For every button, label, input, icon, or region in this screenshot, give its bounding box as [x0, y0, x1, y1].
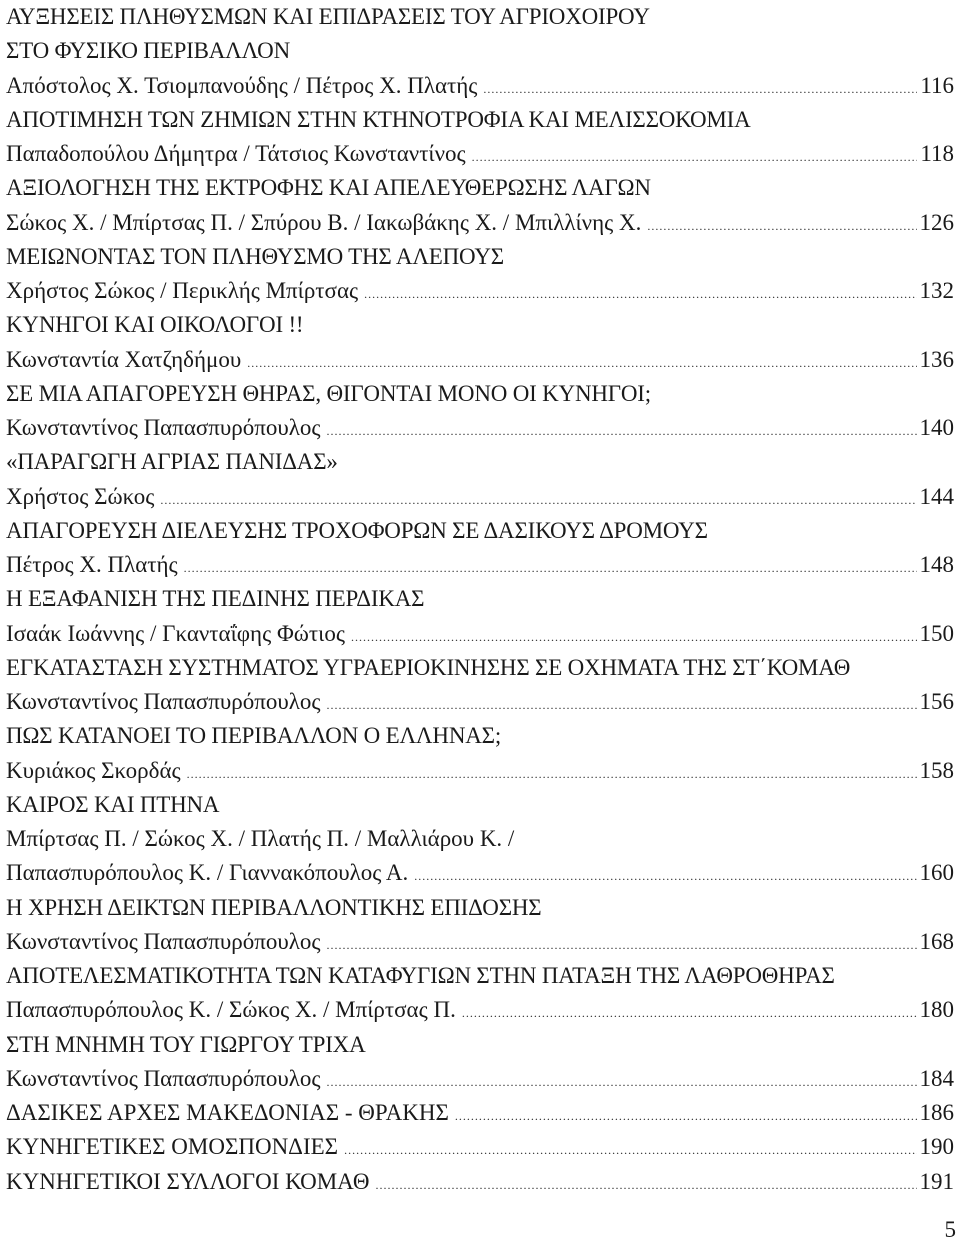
toc-entry — [6, 240, 954, 309]
entry-title: «ΠΑΡΑΓΩΓΗ ΑΓΡΙΑΣ ΠΑΝΙΔΑΣ» — [6, 449, 338, 475]
entry-title-line — [6, 0, 954, 34]
entry-author-line — [6, 925, 954, 959]
toc-entry — [6, 788, 954, 891]
entry-title: ΑΠΟΤΕΛΕΣΜΑΤΙΚΟΤΗΤΑ ΤΩΝ ΚΑΤΑΦΥΓΙΩΝ ΣΤΗΝ ΠΑΤΑΞΗ ΤΗΣ ΛΑΘΡΟΘΗΡΑΣ — [6, 963, 835, 988]
dot-leader — [327, 928, 917, 962]
entry-authors: Μπίρτσας Π. / Σώκος Χ. / Πλατής Π. / Μαλλιάρου Κ. / — [6, 826, 515, 851]
entry-author-line — [6, 993, 954, 1027]
entry-authors: Παπαδοπούλου Δήμητρα / Τάτσιος Κωνσταντίνος — [6, 141, 466, 166]
entry-authors: ΔΑΣΙΚΕΣ ΑΡΧΕΣ ΜΑΚΕΔΟΝΙΑΣ - ΘΡΑΚΗΣ — [6, 1100, 449, 1125]
entry-title-line — [6, 377, 954, 411]
entry-title: ΠΩΣ ΚΑΤΑΝΟΕΙ ΤΟ ΠΕΡΙΒΑΛΛΟΝ Ο ΕΛΛΗΝΑΣ; — [6, 723, 502, 749]
entry-page-number: 148 — [919, 552, 954, 577]
entry-title: ΣΤΗ ΜΝΗΜΗ ΤΟΥ ΓΙΩΡΓΟΥ ΤΡΙΧΑ — [6, 1031, 366, 1057]
entry-authors: Ισαάκ Ιωάννης / Γκανταΐφης Φώτιος — [6, 620, 345, 646]
entry-author-line — [6, 274, 954, 308]
entry-title-line — [6, 240, 954, 274]
dot-leader — [247, 346, 916, 380]
entry-author-line — [6, 685, 954, 719]
entry-page-number: 126 — [919, 209, 954, 235]
entry-title-line — [6, 103, 954, 137]
dot-leader — [472, 140, 918, 174]
entry-page-number: 156 — [919, 689, 954, 714]
toc-entry — [6, 0, 954, 103]
entry-author-line — [6, 137, 954, 171]
entry-title: Η ΕΞΑΦΑΝΙΣΗ ΤΗΣ ΠΕΔΙΝΗΣ ΠΕΡΔΙΚΑΣ — [6, 586, 425, 612]
toc-entry — [6, 1096, 954, 1130]
entry-title-line — [6, 582, 954, 616]
entry-title-line — [6, 514, 954, 548]
dot-leader — [160, 483, 916, 517]
entry-page-number: 118 — [920, 141, 954, 166]
entry-title: ΑΥΞΗΣΕΙΣ ΠΛΗΘΥΣΜΩΝ ΚΑΙ ΕΠΙΔΡΑΣΕΙΣ ΤΟΥ ΑΓΡΙΟΧΟΙΡΟΥ — [6, 4, 650, 29]
toc-entry — [6, 514, 954, 583]
toc-entry — [6, 582, 954, 651]
entry-authors: Κυριάκος Σκορδάς — [6, 757, 181, 783]
entry-page-number: 158 — [919, 757, 954, 783]
toc-entry — [6, 1028, 954, 1097]
entry-page-number: 180 — [919, 997, 954, 1023]
entry-page-number: 140 — [919, 415, 954, 440]
entry-page-number: 150 — [919, 620, 954, 646]
entry-page-number: 186 — [919, 1100, 954, 1125]
entry-title-line — [6, 788, 954, 822]
toc-entry — [6, 103, 954, 172]
dot-leader — [364, 277, 916, 311]
entry-page-number: 191 — [919, 1168, 954, 1194]
entry-page-number: 168 — [919, 928, 954, 954]
toc-entry — [6, 377, 954, 446]
toc-entry — [6, 308, 954, 377]
entry-title-line — [6, 891, 954, 925]
entry-authors: Κωνσταντίνος Παπασπυρόπουλος — [6, 415, 321, 440]
entry-page-number: 144 — [919, 483, 954, 509]
entry-page-number: 132 — [919, 278, 954, 303]
entry-author-line — [6, 343, 954, 377]
entry-authors: Παπασπυρόπουλος Κ. / Γιαννακόπουλος Α. — [6, 860, 409, 886]
entry-author-line — [6, 754, 954, 788]
entry-authors: Απόστολος Χ. Τσιομπανούδης / Πέτρος Χ. Πλατής — [6, 72, 478, 98]
dot-leader — [375, 1168, 916, 1202]
dot-leader — [455, 1099, 917, 1133]
entry-title-line — [6, 445, 954, 479]
entry-author-line — [6, 1165, 954, 1199]
entry-title: ΣΤΟ ΦΥΣΙΚΟ ΠΕΡΙΒΑΛΛΟΝ — [6, 38, 290, 64]
table-of-contents — [6, 0, 954, 1199]
dot-leader — [327, 688, 917, 722]
entry-title-line — [6, 719, 954, 753]
entry-title: ΑΞΙΟΛΟΓΗΣΗ ΤΗΣ ΕΚΤΡΟΦΗΣ ΚΑΙ ΑΠΕΛΕΥΘΕΡΩΣΗΣ ΛΑΓΩΝ — [6, 175, 651, 201]
dot-leader — [344, 1133, 916, 1167]
entry-page-number: 116 — [920, 72, 954, 98]
entry-authors: Κωνσταντίνος Παπασπυρόπουλος — [6, 1065, 321, 1091]
entry-authors: Κωνσταντίνος Παπασπυρόπουλος — [6, 928, 321, 954]
entry-title: ΑΠΑΓΟΡΕΥΣΗ ΔΙΕΛΕΥΣΗΣ ΤΡΟΧΟΦΟΡΩΝ ΣΕ ΔΑΣΙΚΟΥΣ ΔΡΟΜΟΥΣ — [6, 517, 708, 543]
entry-author-line — [6, 69, 954, 103]
toc-entry — [6, 959, 954, 1028]
entry-authors: Παπασπυρόπουλος Κ. / Σώκος Χ. / Μπίρτσας Π. — [6, 997, 456, 1023]
entry-title-line — [6, 651, 954, 685]
entry-title: ΑΠΟΤΙΜΗΣΗ ΤΩΝ ΖΗΜΙΩΝ ΣΤΗΝ ΚΤΗΝΟΤΡΟΦΙΑ ΚΑΙ ΜΕΛΙΣΣΟΚΟΜΙΑ — [6, 106, 751, 132]
entry-authors: Σώκος Χ. / Μπίρτσας Π. / Σπύρου Β. / Ιακωβάκης Χ. / Μπιλλίνης Χ. — [6, 209, 642, 235]
dot-leader — [414, 859, 916, 893]
entry-author-line — [6, 617, 954, 651]
page-number: 5 — [944, 1217, 956, 1242]
entry-author-line — [6, 1130, 954, 1164]
entry-title-line — [6, 34, 954, 68]
entry-author-line-continued — [6, 822, 954, 856]
entry-author-line — [6, 1096, 954, 1130]
entry-title: ΚΑΙΡΟΣ ΚΑΙ ΠΤΗΝΑ — [6, 791, 220, 817]
toc-entry — [6, 1130, 954, 1164]
toc-entry — [6, 651, 954, 720]
entry-page-number: 190 — [919, 1134, 954, 1160]
entry-authors: Χρήστος Σώκος — [6, 483, 155, 509]
entry-authors: Χρήστος Σώκος / Περικλής Μπίρτσας — [6, 278, 359, 303]
entry-author-line — [6, 480, 954, 514]
dot-leader — [327, 414, 917, 448]
entry-authors: Πέτρος Χ. Πλατής — [6, 552, 178, 577]
entry-authors: ΚΥΝΗΓΕΤΙΚΕΣ ΟΜΟΣΠΟΝΔΙΕΣ — [6, 1134, 339, 1160]
toc-entry — [6, 719, 954, 788]
entry-authors: Κωνσταντίνος Παπασπυρόπουλος — [6, 689, 321, 714]
entry-title-line — [6, 1028, 954, 1062]
entry-title-line — [6, 959, 954, 993]
dot-leader — [184, 551, 917, 585]
dot-leader — [462, 996, 917, 1030]
entry-title-line — [6, 171, 954, 205]
entry-author-line — [6, 411, 954, 445]
entry-title: ΚΥΝΗΓΟΙ ΚΑΙ ΟΙΚΟΛΟΓΟΙ !! — [6, 312, 304, 338]
dot-leader — [187, 757, 917, 791]
dot-leader — [647, 209, 916, 243]
entry-authors: ΚΥΝΗΓΕΤΙΚΟΙ ΣΥΛΛΟΓΟΙ ΚΟΜΑΘ — [6, 1168, 370, 1194]
entry-title-line — [6, 308, 954, 342]
entry-author-line — [6, 856, 954, 890]
entry-page-number: 160 — [919, 860, 954, 886]
entry-title: ΜΕΙΩΝΟΝΤΑΣ ΤΟΝ ΠΛΗΘΥΣΜΟ ΤΗΣ ΑΛΕΠΟΥΣ — [6, 243, 504, 269]
toc-entry — [6, 445, 954, 514]
entry-title: ΣΕ ΜΙΑ ΑΠΑΓΟΡΕΥΣΗ ΘΗΡΑΣ, ΘΙΓΟΝΤΑΙ ΜΟΝΟ ΟΙ ΚΥΝΗΓΟΙ; — [6, 380, 651, 406]
entry-page-number: 184 — [919, 1065, 954, 1091]
toc-entry — [6, 1165, 954, 1199]
toc-entry — [6, 171, 954, 240]
dot-leader — [327, 1065, 917, 1099]
entry-page-number: 136 — [919, 346, 954, 372]
entry-author-line — [6, 1062, 954, 1096]
dot-leader — [483, 72, 917, 106]
toc-entry — [6, 891, 954, 960]
dot-leader — [351, 620, 917, 654]
entry-authors: Κωνσταντία Χατζηδήμου — [6, 346, 242, 372]
entry-author-line — [6, 206, 954, 240]
entry-title: Η ΧΡΗΣΗ ΔΕΙΚΤΩΝ ΠΕΡΙΒΑΛΛΟΝΤΙΚΗΣ ΕΠΙΔΟΣΗΣ — [6, 894, 542, 920]
entry-author-line — [6, 548, 954, 582]
entry-title: ΕΓΚΑΤΑΣΤΑΣΗ ΣΥΣΤΗΜΑΤΟΣ ΥΓΡΑΕΡΙΟΚΙΝΗΣΗΣ ΣΕ ΟΧΗΜΑΤΑ ΤΗΣ ΣΤ΄ΚΟΜΑΘ — [6, 654, 851, 680]
